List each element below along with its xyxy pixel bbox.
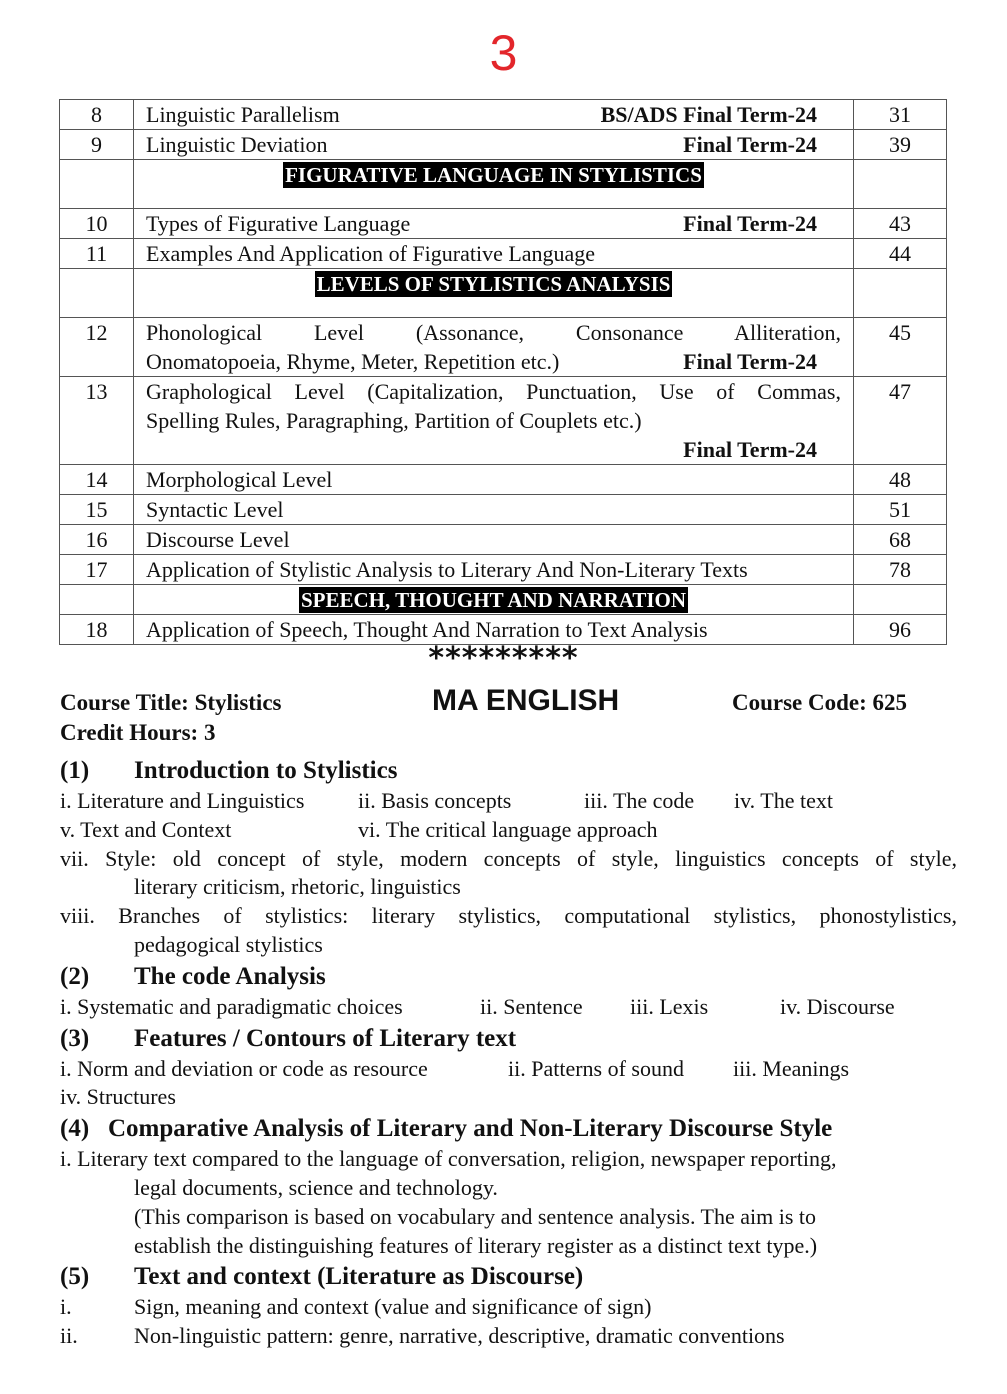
row-title: Morphological Level [134, 465, 854, 495]
row-page: 78 [854, 555, 947, 585]
section-heading: (3) Features / Contours of Literary text [60, 1024, 517, 1052]
topic-line: i. Literature and Linguistics ii. Basis concepts iii. The code iv. The text [60, 788, 833, 813]
section-heading: (1) Introduction to Stylistics [60, 757, 398, 784]
table-row [60, 465, 947, 495]
row-page: 47 [854, 377, 947, 465]
row-title: Linguistic Parallelism [146, 102, 340, 127]
table-row [60, 318, 947, 377]
row-page: 43 [854, 209, 947, 239]
exam-tag: Final Term-24 [683, 349, 817, 374]
table-row [60, 100, 947, 130]
topic-line: i. Literary text compared to the language of conversation, religion, newspaper reporting, [60, 1146, 837, 1172]
row-page: 45 [854, 318, 947, 377]
row-page: 39 [854, 130, 947, 160]
topic-line: iv. Structures [60, 1084, 176, 1110]
page-number: 3 [489, 25, 518, 81]
course-code: Course Code: 625 [732, 690, 908, 715]
row-title: Syntactic Level [134, 495, 854, 525]
topic-line: vii. Style: old concept of style, modern concepts of style, linguistics concepts of style, [60, 845, 957, 871]
section-heading: (2) The code Analysis [60, 962, 326, 990]
row-title-line: Phonological Level (Assonance, Consonance Alliteration, [146, 320, 841, 345]
row-number: 11 [60, 239, 134, 269]
syllabus [60, 754, 957, 1351]
row-number: 10 [60, 209, 134, 239]
credit-hours: Credit Hours: 3 [60, 720, 216, 745]
row-title: Application of Stylistic Analysis to Literary And Non-Literary Texts [134, 555, 854, 585]
row-number: 12 [60, 318, 134, 377]
row-number: 8 [60, 100, 134, 130]
row-title: Linguistic Deviation [146, 132, 328, 157]
section-heading: LEVELS OF STYLISTICS ANALYSIS [316, 272, 671, 296]
course-title: Course Title: Stylistics [60, 690, 282, 715]
row-page: 44 [854, 239, 947, 269]
topic-line: viii. Branches of stylistics: literary stylistics, computational stylistics, phonostylistics, [60, 903, 957, 929]
row-number: 17 [60, 555, 134, 585]
program-title: MA ENGLISH [432, 684, 620, 717]
row-number: 14 [60, 465, 134, 495]
table-row [60, 525, 947, 555]
table-row [60, 377, 947, 465]
row-page: 51 [854, 495, 947, 525]
course-header [60, 684, 950, 750]
section-heading: SPEECH, THOUGHT AND NARRATION [300, 588, 687, 612]
separator-stars: ********* [428, 641, 579, 676]
topic-line: i. Norm and deviation or code as resource ii. Patterns of sound iii. Meanings [60, 1055, 850, 1081]
exam-tag: Final Term-24 [683, 211, 817, 236]
table-of-contents [59, 99, 947, 645]
table-row [60, 495, 947, 525]
topic-line: i. Systematic and paradigmatic choices ii. Sentence iii. Lexis iv. Discourse [60, 993, 895, 1019]
row-title-line: Graphological Level (Capitalization, Punctuation, Use of Commas, [146, 379, 841, 404]
row-page: 96 [854, 615, 947, 645]
row-title-line: Spelling Rules, Paragraphing, Partition of Couplets etc.) [146, 408, 642, 433]
section-row [60, 269, 947, 318]
row-number: 13 [60, 377, 134, 465]
section-row [60, 160, 947, 209]
row-title: Examples And Application of Figurative Language [146, 241, 596, 266]
topic-line: literary criticism, rhetoric, linguistics [134, 874, 461, 900]
row-page: 48 [854, 465, 947, 495]
topic-line: v. Text and Context vi. The critical language approach [60, 816, 658, 842]
row-title-line: Onomatopoeia, Rhyme, Meter, Repetition etc.) [146, 349, 560, 374]
topic-line: pedagogical stylistics [134, 931, 323, 957]
row-title: Application of Speech, Thought And Narration to Text Analysis [134, 615, 854, 645]
row-title: Discourse Level [134, 525, 854, 555]
table-row [60, 239, 947, 269]
topic-line: establish the distinguishing features of literary register as a distinct text type.) [134, 1232, 818, 1258]
list-item: ii. Non-linguistic pattern: genre, narrative, descriptive, dramatic conventions [60, 1323, 785, 1349]
row-number: 15 [60, 495, 134, 525]
exam-tag: Final Term-24 [683, 132, 817, 157]
section-heading: (4) Comparative Analysis of Literary and Non-Literary Discourse Style [60, 1115, 833, 1143]
topic-line: legal documents, science and technology. [134, 1174, 498, 1200]
row-page: 31 [854, 100, 947, 130]
table-row [60, 615, 947, 645]
row-number: 16 [60, 525, 134, 555]
exam-tag: Final Term-24 [683, 437, 817, 462]
row-page: 68 [854, 525, 947, 555]
table-row [60, 555, 947, 585]
section-heading: FIGURATIVE LANGUAGE IN STYLISTICS [285, 163, 702, 187]
exam-tag: BS/ADS Final Term-24 [600, 102, 817, 127]
list-item: i. Sign, meaning and context (value and significance of sign) [60, 1294, 652, 1320]
section-row [60, 585, 947, 615]
table-row [60, 209, 947, 239]
row-title: Types of Figurative Language [146, 211, 411, 236]
table-row [60, 130, 947, 160]
section-heading: (5) Text and context (Literature as Discourse) [60, 1263, 584, 1291]
topic-line: (This comparison is based on vocabulary and sentence analysis. The aim is to [134, 1203, 817, 1229]
row-number: 9 [60, 130, 134, 160]
row-number: 18 [60, 615, 134, 645]
